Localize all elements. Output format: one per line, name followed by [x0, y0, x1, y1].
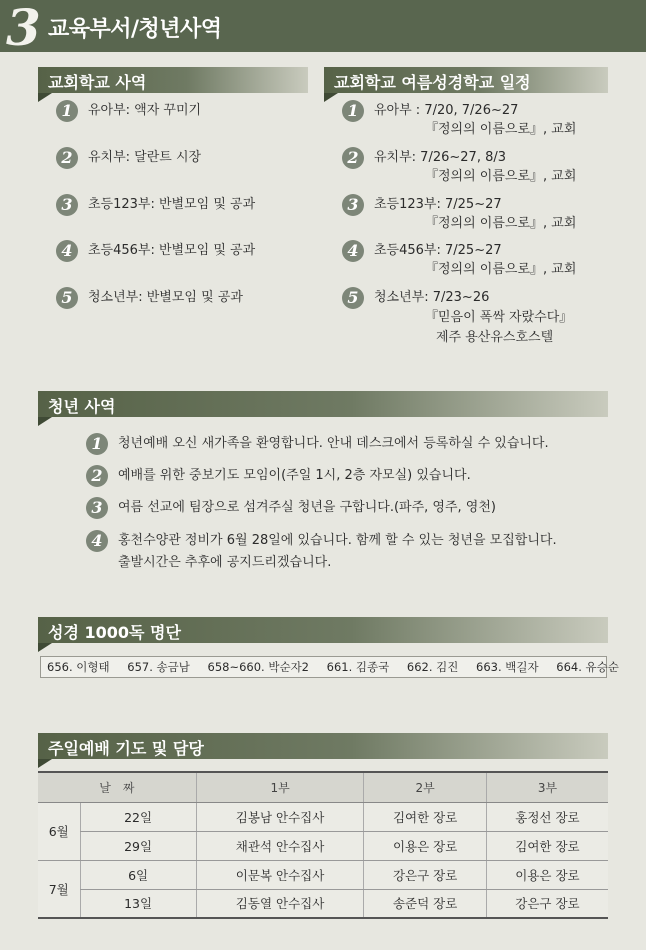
youth-item-text2: 출발시간은 추후에 공지드리겠습니다. — [118, 555, 332, 570]
section-notch — [38, 417, 52, 426]
reader-name: 664. 유승순 — [556, 660, 619, 674]
youth-section-title: 청년 사역 — [48, 397, 116, 416]
youth-item-text: 여름 선교에 팀장으로 섬겨주실 청년을 구합니다.(파주, 영주, 영천) — [118, 500, 496, 515]
number-badge: 2 — [56, 147, 78, 169]
school-item-text: 초등123부: 반별모임 및 공과 — [88, 197, 256, 212]
service3-cell: 강은구 장로 — [486, 889, 608, 918]
service2-cell: 김여한 장로 — [364, 802, 486, 831]
vbs-item-line1: 청소년부: 7/23~26 — [374, 290, 490, 305]
school-item-text: 유치부: 달란트 시장 — [88, 150, 202, 165]
youth-item-text: 청년예배 오신 새가족을 환영합니다. 안내 데스크에서 등록하실 수 있습니다. — [118, 436, 549, 451]
day-cell: 29일 — [80, 831, 196, 860]
vbs-item-line2: 『정의의 이름으로』, 교회 — [425, 122, 577, 137]
month-cell: 7월 — [38, 860, 80, 918]
service1-cell: 김봉남 안수집사 — [196, 802, 364, 831]
number-badge: 4 — [56, 240, 78, 262]
service3-cell: 이용은 장로 — [486, 860, 608, 889]
table-row — [38, 860, 608, 889]
section-number: 3 — [6, 0, 41, 57]
number-badge: 5 — [56, 287, 78, 309]
number-badge: 1 — [56, 100, 78, 122]
number-badge: 3 — [86, 497, 108, 519]
bible-section-header — [38, 617, 608, 643]
service2-cell: 강은구 장로 — [364, 860, 486, 889]
number-badge: 4 — [86, 530, 108, 552]
number-badge: 5 — [342, 287, 364, 309]
number-badge: 3 — [342, 194, 364, 216]
column-header-service2: 2부 — [364, 772, 486, 802]
section-notch — [38, 643, 52, 652]
number-badge: 3 — [56, 194, 78, 216]
vbs-section-title: 교회학교 여름성경학교 일정 — [334, 73, 531, 92]
number-badge: 4 — [342, 240, 364, 262]
bible-reader-list — [40, 656, 619, 678]
vbs-section-header — [324, 67, 608, 93]
service2-cell: 이용은 장로 — [364, 831, 486, 860]
table-row — [38, 889, 608, 918]
vbs-item-line1: 초등456부: 7/25~27 — [374, 243, 502, 258]
service3-cell: 김여한 장로 — [486, 831, 608, 860]
school-item-text: 청소년부: 반별모임 및 공과 — [88, 290, 243, 305]
vbs-item-line2: 『정의의 이름으로』, 교회 — [425, 169, 577, 184]
column-header-service3: 3부 — [486, 772, 608, 802]
reader-name: 657. 송금남 — [127, 660, 190, 674]
day-cell: 22일 — [80, 802, 196, 831]
prayer-section-header — [38, 733, 608, 759]
vbs-item-line1: 초등123부: 7/25~27 — [374, 197, 502, 212]
school-section-header — [38, 67, 308, 93]
vbs-item-line3: 제주 용산유스호스텔 — [436, 330, 554, 345]
day-cell: 13일 — [80, 889, 196, 918]
service3-cell: 홍정선 장로 — [486, 802, 608, 831]
table-row — [38, 802, 608, 831]
section-notch — [38, 759, 52, 768]
school-section-title: 교회학교 사역 — [48, 73, 147, 92]
prayer-schedule-table — [38, 771, 608, 919]
number-badge: 2 — [342, 147, 364, 169]
prayer-section-title: 주일예배 기도 및 담당 — [48, 739, 204, 758]
service1-cell: 채관석 안수집사 — [196, 831, 364, 860]
month-cell: 6월 — [38, 802, 80, 860]
youth-item-text: 예배를 위한 중보기도 모임이(주일 1시, 2층 자모실) 있습니다. — [118, 468, 471, 483]
column-header-date: 날 짜 — [38, 772, 196, 802]
section-notch — [324, 93, 338, 102]
bible-section-title: 성경 1000독 명단 — [48, 623, 181, 642]
reader-name: 658~660. 박순자2 — [207, 660, 309, 674]
column-header-service1: 1부 — [196, 772, 364, 802]
school-item-text: 초등456부: 반별모임 및 공과 — [88, 243, 256, 258]
youth-item-text: 홍천수양관 정비가 6월 28일에 있습니다. 함께 할 수 있는 청년을 모집합니다. — [118, 533, 557, 548]
service2-cell: 송준덕 장로 — [364, 889, 486, 918]
table-header-row — [38, 772, 608, 802]
vbs-item-line2: 『믿음이 폭싹 자랐수다』 — [425, 310, 573, 325]
reader-name: 662. 김진 — [406, 660, 459, 674]
vbs-item-line1: 유치부: 7/26~27, 8/3 — [374, 150, 507, 165]
reader-name: 663. 백길자 — [476, 660, 539, 674]
day-cell: 6일 — [80, 860, 196, 889]
number-badge: 1 — [86, 433, 108, 455]
page-header — [0, 0, 646, 57]
page-title: 교육부서/청년사역 — [48, 17, 222, 42]
vbs-item-line2: 『정의의 이름으로』, 교회 — [425, 262, 577, 277]
vbs-item-line1: 유아부 : 7/20, 7/26~27 — [374, 103, 519, 118]
table-row — [38, 831, 608, 860]
number-badge: 2 — [86, 465, 108, 487]
service1-cell: 김동열 안수집사 — [196, 889, 364, 918]
youth-section-header — [38, 391, 608, 417]
reader-name: 656. 이형태 — [47, 660, 110, 674]
reader-name: 661. 김종국 — [326, 660, 390, 674]
school-item-text: 유아부: 액자 꾸미기 — [88, 103, 202, 118]
vbs-item-line2: 『정의의 이름으로』, 교회 — [425, 216, 577, 231]
number-badge: 1 — [342, 100, 364, 122]
section-notch — [38, 93, 52, 102]
service1-cell: 이문복 안수집사 — [196, 860, 364, 889]
